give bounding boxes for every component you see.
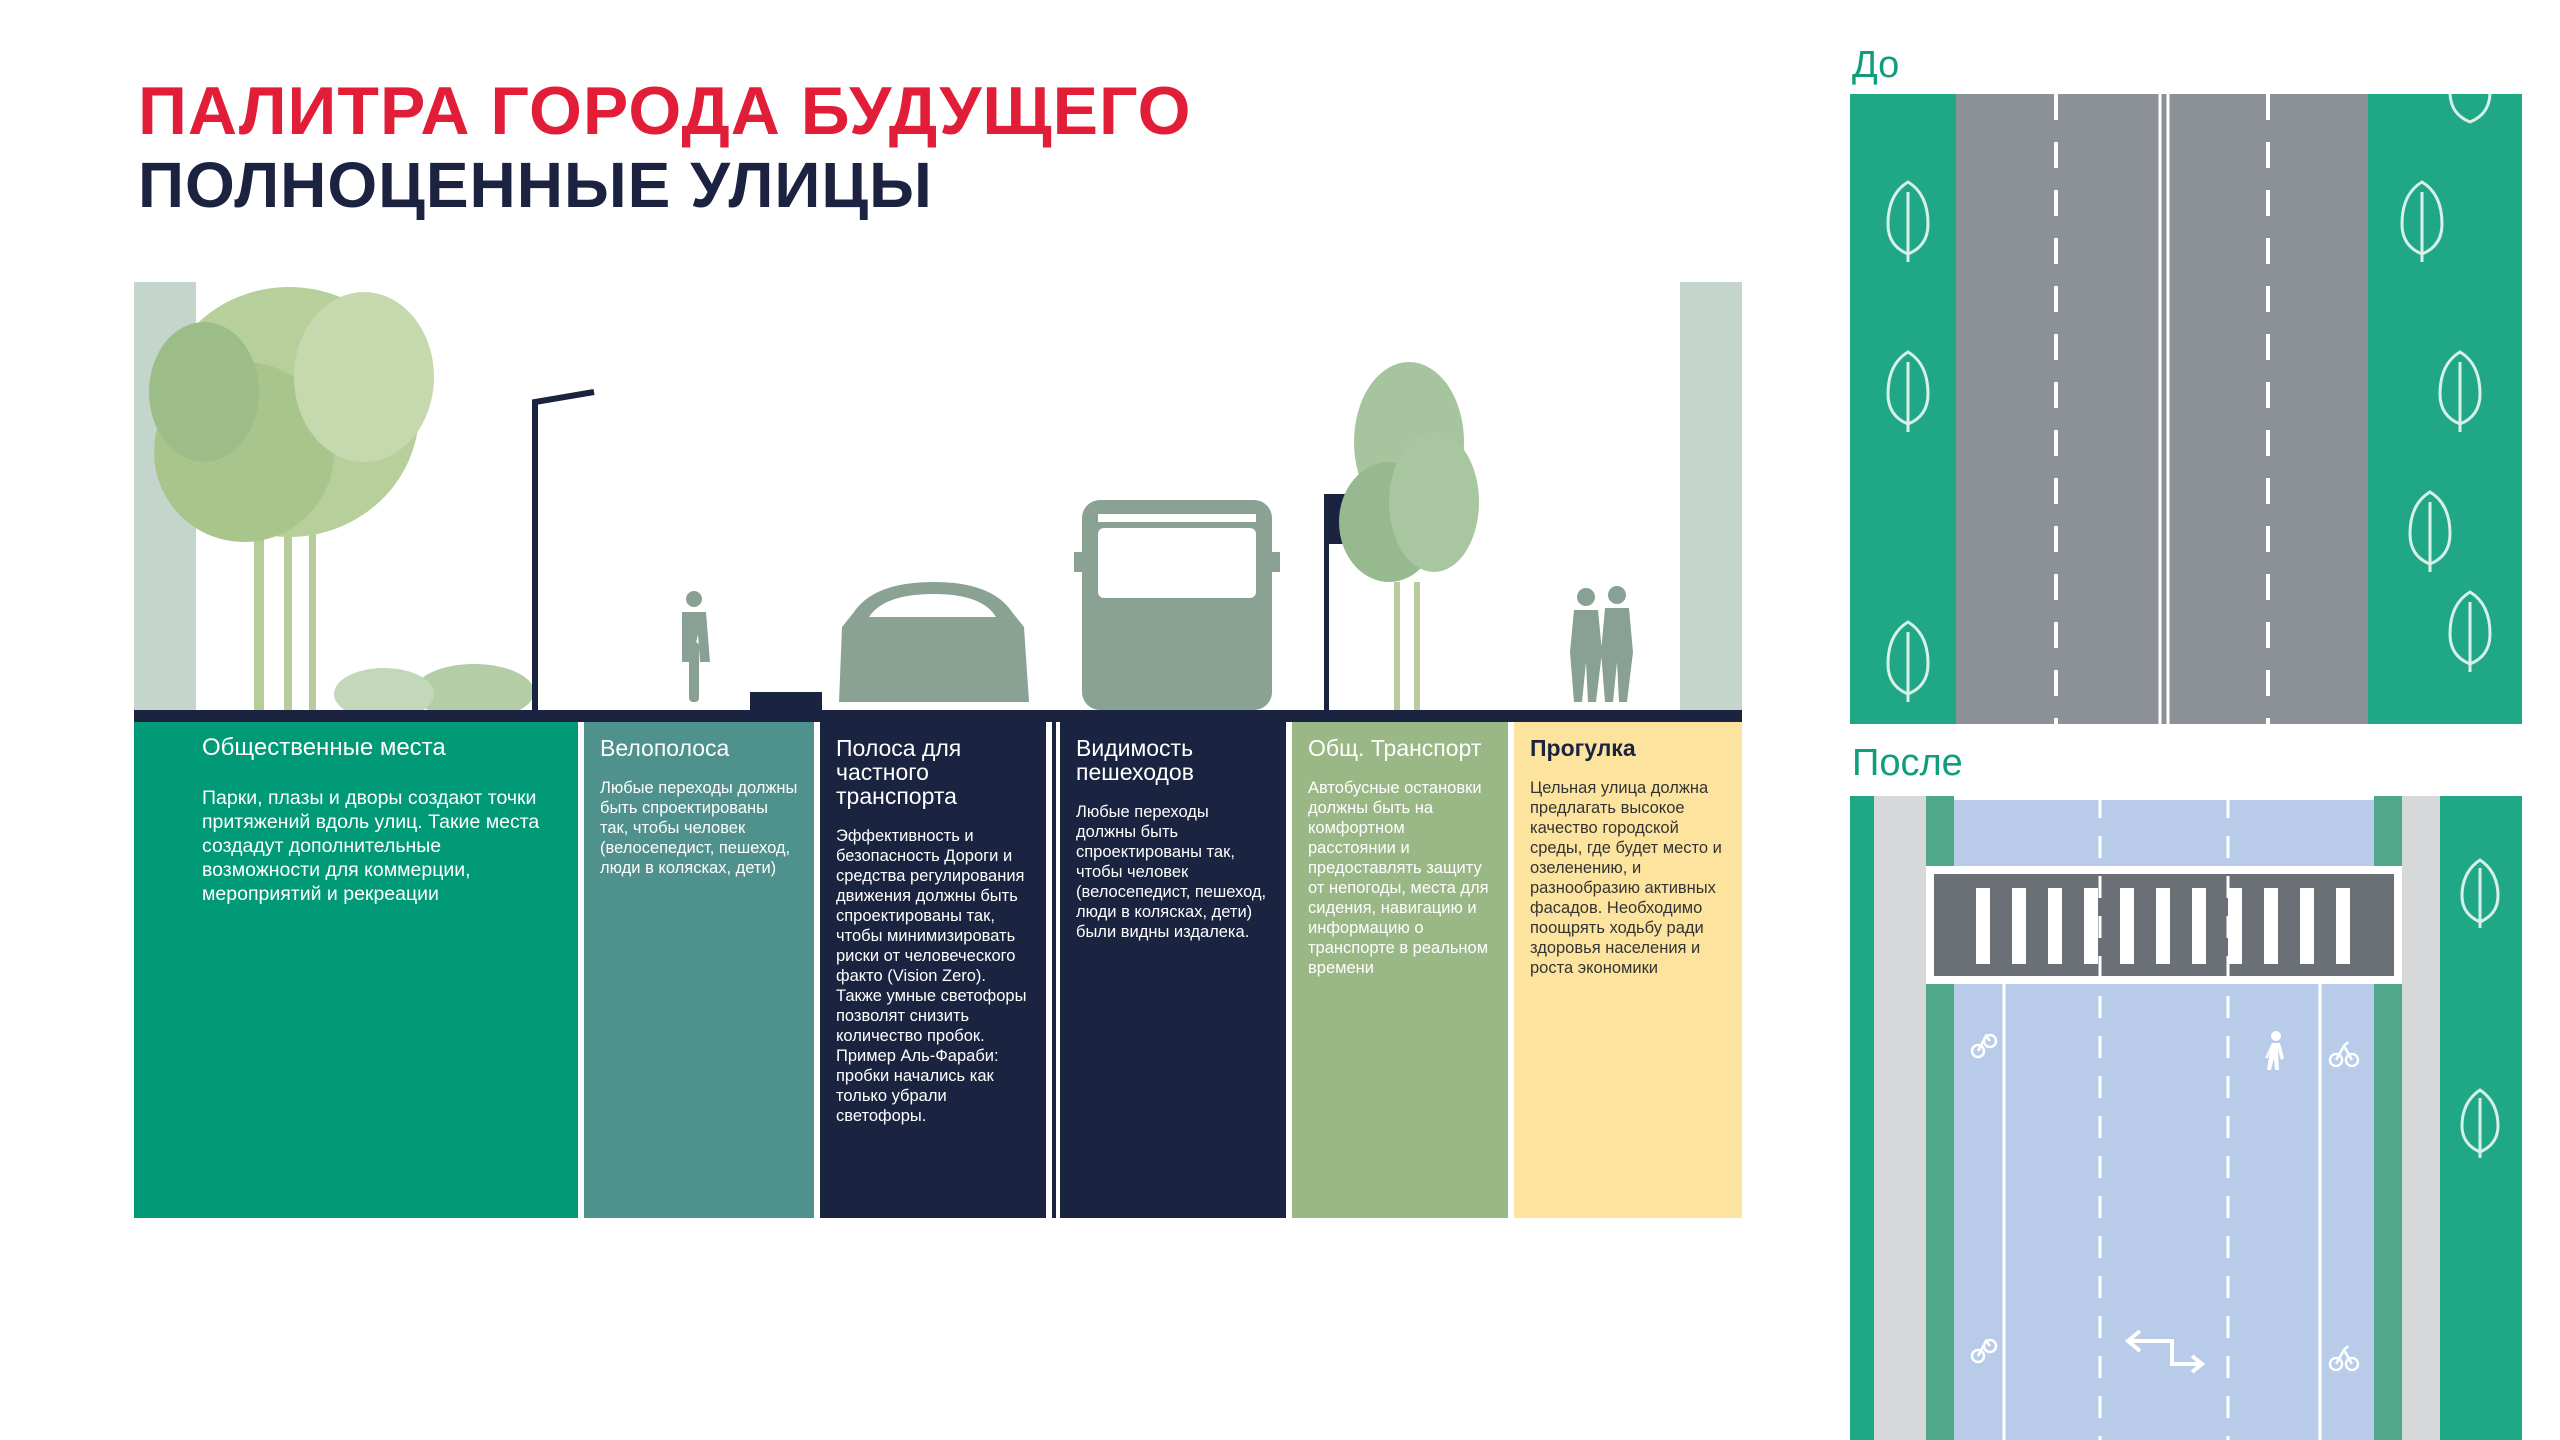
crosswalk-icon xyxy=(1926,866,2402,984)
street-section-illustration xyxy=(134,282,1742,722)
column-text: Эффективность и безопасность Дороги и средства регулирования движения должны быть спроектированы так, чтобы минимизировать риски от человеческого факто (Vision Zero). Также умные светофоры позволят снизить количество пробок. Пример Аль-Фараби: пробки начались как только убрали светофоры. xyxy=(836,827,1027,1125)
column-private-transport-lane xyxy=(820,722,1046,1218)
column-text: Автобусные остановки должны быть на комфортном расстоянии и предоставлять защиту от непогоды, места для сидения, навигацию и информацию о транспорте в реальном времени xyxy=(1308,779,1489,977)
column-text: Любые переходы должны быть спроектированы так, чтобы человек (велосепедист, пешеход, люди в колясках, дети) были видны издалека. xyxy=(1076,803,1267,941)
column-public-transport xyxy=(1292,722,1508,1218)
column-pedestrian-visibility xyxy=(1060,722,1286,1218)
pedestrian-icon xyxy=(1570,586,1633,702)
tree-icon xyxy=(1339,362,1479,712)
street-lamp-icon xyxy=(532,392,594,712)
street-plan-after xyxy=(1850,796,2522,1440)
column-title: Велополоса xyxy=(600,735,730,761)
column-title: Общественные места xyxy=(202,734,446,761)
plan-after-label: После xyxy=(1852,742,1963,784)
column-title: Видимость пешеходов xyxy=(1076,735,1194,785)
page-subtitle: ПОЛНОЦЕННЫЕ УЛИЦЫ xyxy=(138,149,933,221)
column-title: Полоса для частного транспорта xyxy=(836,735,962,809)
column-walk xyxy=(1514,722,1742,1218)
bus-icon xyxy=(1074,500,1280,710)
column-text: Любые переходы должны быть спроектированы так, чтобы человек (велосепедист, пешеход, люди в колясках, дети) xyxy=(600,779,798,877)
column-title: Прогулка xyxy=(1530,735,1636,761)
column-title: Общ. Транспорт xyxy=(1308,735,1482,761)
car-icon xyxy=(839,582,1029,702)
page-title: ПАЛИТРА ГОРОДА БУДУЩЕГО xyxy=(138,73,1192,149)
column-text: Цельная улица должна предлагать высокое качество городской среды, где будет место и озеленению, и разнообразию активных фасадов. Необходимо поощрять ходьбу ради здоровья населения и роста экономики xyxy=(1530,779,1722,977)
column-public-spaces xyxy=(134,722,578,1218)
street-plan-before xyxy=(1850,94,2522,724)
plan-before-label: До xyxy=(1852,44,1900,86)
column-text: Парки, плазы и дворы создают точки притяжений вдоль улиц. Такие места создадут дополнительные возможности для коммерции, мероприятий и рекреации xyxy=(202,787,540,905)
column-bike-lane xyxy=(584,722,814,1218)
cyclist-icon xyxy=(682,591,710,702)
